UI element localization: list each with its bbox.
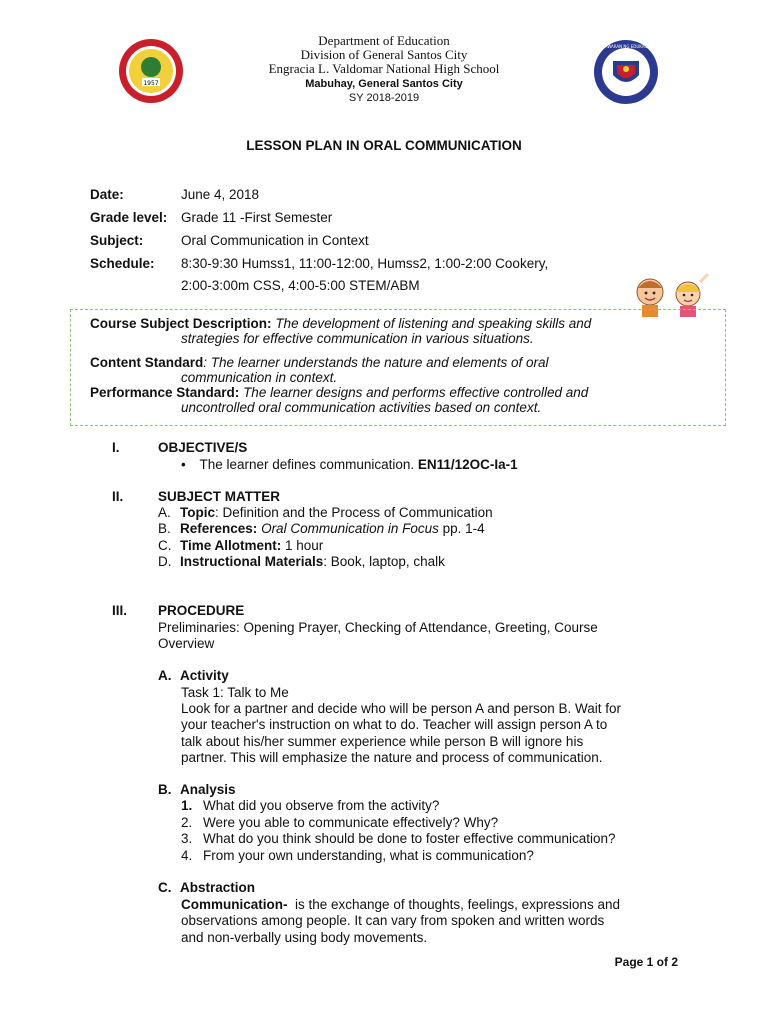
course-description-text-1: The development of listening and speaking skills and [275,316,592,331]
question-number: 1. [181,798,193,813]
activity-letter: A. [158,668,172,683]
activity-text-line: talk about his/her summer experience while person B will ignore his [181,734,584,749]
activity-text-line: Look for a partner and decide who will be person A and person B. Wait for [181,701,622,716]
activity-text-line: partner. This will emphasize the nature and process of communication. [181,750,603,765]
schedule-line-2: 2:00-3:00m CSS, 4:00-5:00 STEM/ABM [181,278,420,293]
item-text: : Book, laptop, chalk [323,554,445,569]
content-standard-text-2: communication in context. [181,370,338,385]
subject-matter-heading: SUBJECT MATTER [158,489,281,504]
item-label: Time Allotment: [180,538,282,553]
content-standard-text-1: : The learner understands the nature and elements of oral [203,355,549,370]
activity-title: Activity [180,668,229,683]
abstraction-line-2: observations among people. It can vary from spoken and written words [181,913,605,928]
subject-matter-item [158,538,323,553]
analysis-heading [158,782,236,797]
subject-matter-item [158,521,485,536]
grade-label: Grade level: [90,210,168,225]
analysis-letter: B. [158,782,172,797]
content-standard-label: Content Standard [90,355,204,370]
content-standard-line-1 [90,355,548,370]
svg-text:1957: 1957 [143,80,159,87]
analysis-question [181,798,439,813]
header-division: Division of General Santos City [300,47,468,62]
header-address: Mabuhay, General Santos City [305,78,463,90]
abstraction-text: is the exchange of thoughts, feelings, expressions and [287,897,620,912]
analysis-question [181,831,616,846]
bullet-icon: • [181,457,186,472]
performance-standard-text-2: uncontrolled oral communication activities based on context. [181,400,542,415]
performance-standard-line-1 [90,385,588,400]
analysis-question [181,848,534,863]
subject-value: Oral Communication in Context [181,233,369,248]
item-label: Instructional Materials [180,554,324,569]
question-text: Were you able to communicate effectively? Why? [203,815,499,830]
question-text: What do you think should be done to foster effective communication? [203,831,616,846]
schedule-line-1: 8:30-9:30 Humss1, 11:00-12:00, Humss2, 1:00-2:00 Cookery, [181,256,549,271]
objectives-numeral: I. [112,440,120,455]
preliminaries-line-2: Overview [158,636,215,651]
course-description-label: Course Subject Description: [90,316,272,331]
schedule-label: Schedule: [90,256,155,271]
abstraction-letter: C. [158,880,172,895]
header-department: Department of Education [318,33,450,48]
grade-value: Grade 11 -First Semester [181,210,333,225]
svg-text:KAGAWARAN NG EDUKASYON: KAGAWARAN NG EDUKASYON [596,44,656,49]
subject-matter-numeral: II. [112,489,124,504]
header-school: Engracia L. Valdomar National High School [268,61,500,76]
activity-text-line: your teacher's instruction on what to do. Teacher will assign person A to [181,717,608,732]
page-title: LESSON PLAN IN ORAL COMMUNICATION [246,138,522,153]
activity-task: Task 1: Talk to Me [181,685,289,700]
subject-matter-item [158,554,445,569]
item-text: : Definition and the Process of Communication [215,505,493,520]
objective-text: The learner defines communication. [199,457,415,472]
procedure-heading: PROCEDURE [158,603,245,618]
abstraction-line-3: and non-verbally using body movements. [181,930,428,945]
subject-label: Subject: [90,233,144,248]
item-text: pp. 1-4 [438,521,485,536]
item-letter: D. [158,554,172,569]
abstraction-term: Communication- [181,897,288,912]
question-number: 3. [181,831,193,846]
objective-bullet [181,457,518,472]
question-text: What did you observe from the activity? [203,798,440,813]
header-school-year: SY 2018-2019 [348,92,420,104]
date-label: Date: [90,187,124,202]
question-number: 2. [181,815,193,830]
performance-standard-label: Performance Standard: [90,385,240,400]
abstraction-heading [158,880,255,895]
item-label: References: [180,521,258,536]
item-italic: Oral Communication in Focus [261,521,439,536]
analysis-title: Analysis [180,782,236,797]
date-value: June 4, 2018 [181,187,260,202]
question-text: From your own understanding, what is communication? [203,848,534,863]
item-text: 1 hour [281,538,324,553]
analysis-question [181,815,498,830]
abstraction-line-1 [181,897,620,912]
procedure-numeral: III. [112,603,128,618]
abstraction-title: Abstraction [180,880,256,895]
performance-standard-text-1: The learner designs and performs effective controlled and [243,385,589,400]
item-label: Topic [180,505,215,520]
course-description-line-1 [90,316,591,331]
objective-code: EN11/12OC-Ia-1 [417,457,518,472]
activity-heading [158,668,229,683]
item-letter: A. [158,505,171,520]
objectives-heading: OBJECTIVE/S [158,440,248,455]
course-description-text-2: strategies for effective communication in various situations. [181,331,534,346]
subject-matter-item [158,505,493,520]
preliminaries-line-1: Preliminaries: Opening Prayer, Checking of Attendance, Greeting, Course [158,620,598,635]
page-number: Page 1 of 2 [614,955,678,969]
question-number: 4. [181,848,193,863]
item-letter: C. [158,538,172,553]
item-letter: B. [158,521,171,536]
